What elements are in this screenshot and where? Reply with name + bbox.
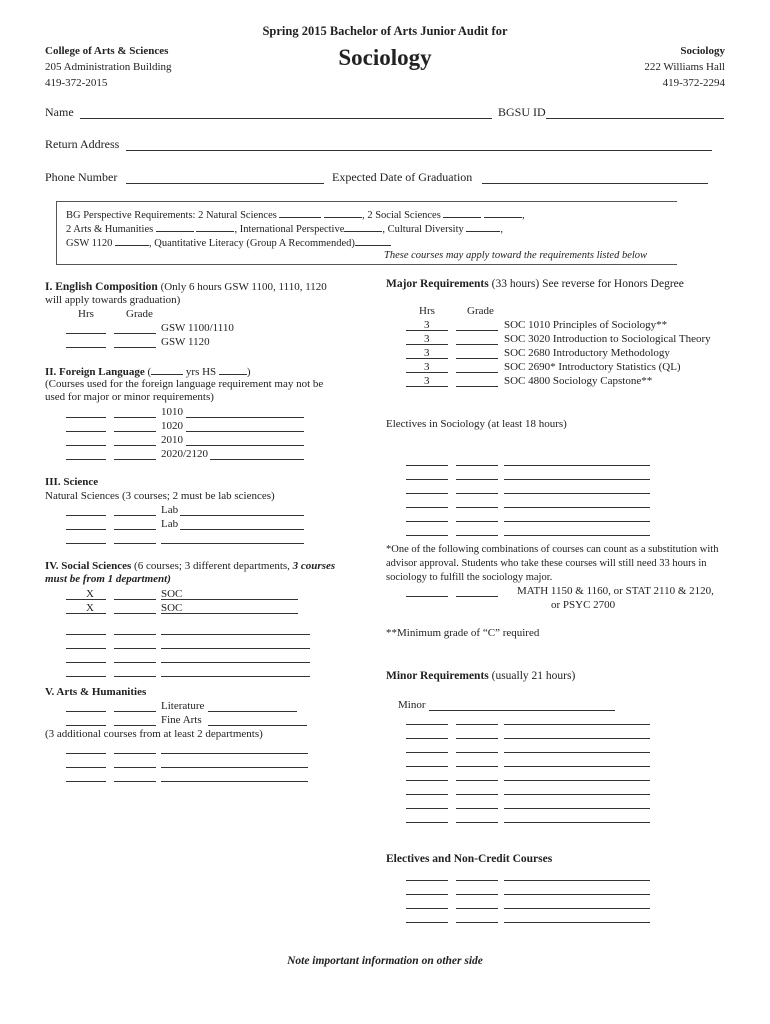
grad-date-label: Expected Date of Graduation [332, 170, 473, 184]
course-field[interactable] [504, 521, 650, 522]
course-label: GSW 1120 [161, 336, 210, 348]
course-label: SOC 2690* Introductory Statistics (QL) [504, 361, 681, 373]
minor-row [0, 713, 770, 726]
social-note: (6 courses; 3 different departments, [134, 560, 290, 572]
hrs-value: 3 [424, 319, 430, 331]
hrs-field[interactable] [406, 766, 448, 767]
hrs-field[interactable] [66, 676, 106, 677]
major-row [0, 347, 770, 360]
elective-row [0, 482, 770, 495]
minor-row [0, 741, 770, 754]
major-hrs-header: Hrs [419, 305, 435, 317]
course-field[interactable] [504, 794, 650, 795]
college-address: 205 Administration Building [45, 61, 172, 73]
grade-field[interactable] [456, 330, 498, 331]
course-label: GSW 1100/1110 [161, 322, 234, 334]
humanities-heading: V. Arts & Humanities [45, 686, 147, 698]
major-row [0, 361, 770, 374]
bg-gsw-blank[interactable] [115, 235, 149, 246]
bg-cultural-diversity: , Cultural Diversity [382, 224, 464, 235]
substitution-note-3: sociology to fulfill the sociology major. [386, 572, 553, 583]
minimum-grade-note: **Minimum grade of “C” required [386, 627, 540, 639]
minor-row [0, 797, 770, 810]
course-label: SOC 2680 Introductory Methodology [504, 347, 670, 359]
course-field[interactable] [504, 493, 650, 494]
grade-field[interactable] [114, 445, 156, 446]
grade-field[interactable] [456, 386, 498, 387]
course-label: 1010 [161, 406, 183, 418]
bg-ss-blank-1[interactable] [443, 207, 481, 218]
course-field[interactable] [161, 662, 310, 663]
grade-field[interactable] [456, 894, 498, 895]
noncredit-row [0, 897, 770, 910]
bg-natural-sciences: BG Perspective Requirements: 2 Natural Sciences [66, 210, 277, 221]
grade-field[interactable] [456, 596, 498, 597]
grade-field[interactable] [114, 676, 156, 677]
noncredit-row [0, 883, 770, 896]
dept-phone: 419-372-2294 [662, 77, 725, 89]
elective-row [0, 510, 770, 523]
grade-field[interactable] [456, 521, 498, 522]
dept-name: Sociology [680, 45, 725, 57]
grade-field[interactable] [114, 543, 156, 544]
bg-arts-humanities: 2 Arts & Humanities [66, 224, 154, 235]
hrs-field[interactable] [66, 711, 106, 712]
course-field[interactable] [504, 535, 650, 536]
college-phone: 419-372-2015 [45, 77, 108, 89]
hrs-value: 3 [424, 375, 430, 387]
noncredit-row [0, 869, 770, 882]
name-label: Name [45, 105, 74, 119]
substitution-row [0, 585, 770, 598]
hrs-field[interactable] [406, 908, 448, 909]
course-label: 1020 [161, 420, 183, 432]
bg-note: These courses may apply toward the requirements listed below [384, 250, 648, 261]
return-address-field[interactable] [126, 150, 712, 151]
grade-field[interactable] [456, 766, 498, 767]
hrs-field[interactable] [406, 596, 448, 597]
course-field[interactable] [161, 599, 298, 600]
bg-international: , International Perspective [234, 224, 345, 235]
grade-field[interactable] [456, 922, 498, 923]
english-grade-header: Grade [126, 308, 153, 320]
course-label: SOC 4800 Sociology Capstone** [504, 375, 653, 387]
grade-field[interactable] [114, 634, 156, 635]
major-heading-line [386, 278, 684, 291]
hrs-field[interactable] [406, 922, 448, 923]
x-mark: X [86, 588, 94, 600]
minor-row [0, 755, 770, 768]
hrs-field[interactable] [66, 662, 106, 663]
grade-field[interactable] [456, 780, 498, 781]
grade-field[interactable] [114, 711, 156, 712]
course-field[interactable] [504, 479, 650, 480]
course-field[interactable] [504, 908, 650, 909]
course-label: 2010 [161, 434, 183, 446]
literature-label: Literature [161, 700, 205, 712]
x-mark: X [86, 602, 94, 614]
social-row [0, 623, 400, 636]
course-field[interactable] [161, 613, 298, 614]
minor-row [0, 727, 770, 740]
course-field[interactable] [186, 417, 304, 418]
bg-social-sciences: , 2 Social Sciences [362, 210, 441, 221]
minor-heading: Minor Requirements [386, 670, 489, 682]
bg-ip-blank[interactable] [344, 221, 382, 232]
lab-label: Lab [161, 518, 179, 530]
college-name: College of Arts & Sciences [45, 45, 169, 57]
hrs-field[interactable] [406, 808, 448, 809]
lab-label: Lab [161, 504, 179, 516]
course-field[interactable] [186, 431, 304, 432]
course-field[interactable] [504, 724, 650, 725]
grade-field[interactable] [456, 822, 498, 823]
social-row [0, 651, 400, 664]
grade-field[interactable] [456, 344, 498, 345]
fine-arts-label: Fine Arts [161, 714, 202, 726]
course-field[interactable] [208, 711, 297, 712]
hrs-field[interactable] [406, 535, 448, 536]
course-field[interactable] [504, 822, 650, 823]
science-note: Natural Sciences (3 courses; 2 must be lab sciences) [45, 490, 275, 502]
grade-field[interactable] [456, 493, 498, 494]
hrs-field[interactable] [406, 738, 448, 739]
language-note-2: used for major or minor requirements) [45, 391, 214, 403]
hrs-value: 3 [424, 361, 430, 373]
name-field[interactable] [80, 118, 492, 119]
hrs-field[interactable] [406, 780, 448, 781]
grade-field[interactable] [456, 794, 498, 795]
grade-field[interactable] [456, 465, 498, 466]
minor-label: Minor [398, 699, 426, 711]
hrs-field[interactable] [406, 752, 448, 753]
hrs-field[interactable] [66, 445, 106, 446]
major-row [0, 319, 770, 332]
bg-ns-blank-1[interactable] [279, 207, 321, 218]
hrs-field[interactable] [406, 724, 448, 725]
social-emphasis: 3 courses [292, 560, 336, 572]
paren: ) [246, 366, 251, 378]
bg-line-3 [66, 235, 391, 250]
hrs-field[interactable] [66, 648, 106, 649]
social-row [0, 637, 400, 650]
bg-quant-literacy: , Quantitative Literacy (Group A Recommended) [149, 238, 355, 249]
grade-field[interactable] [114, 417, 156, 418]
hrs-field[interactable] [66, 634, 106, 635]
bg-line-1: BG Perspective Requirements: 2 Natural Sciences , 2 Social Sciences , [66, 207, 525, 222]
bg-ah-blank-2[interactable] [196, 221, 234, 232]
hrs-field[interactable] [406, 794, 448, 795]
social-row [0, 602, 400, 615]
soc-label: SOC [161, 602, 183, 614]
course-field[interactable] [504, 766, 650, 767]
hrs-field[interactable] [66, 543, 106, 544]
major-row [0, 333, 770, 346]
substitution-option-2: or PSYC 2700 [551, 599, 616, 611]
course-field[interactable] [504, 738, 650, 739]
course-field[interactable] [161, 634, 310, 635]
course-field[interactable] [504, 507, 650, 508]
major-row [0, 375, 770, 388]
language-note-1: (Courses used for the foreign language requirement may not be [45, 378, 324, 390]
bg-gsw-1120: GSW 1120 [66, 238, 113, 249]
major-title: Sociology [338, 45, 432, 70]
course-label: SOC 1010 Principles of Sociology** [504, 319, 668, 331]
english-heading: I. English Composition [45, 281, 158, 293]
grade-field[interactable] [456, 372, 498, 373]
grade-field[interactable] [114, 648, 156, 649]
grade-field[interactable] [456, 880, 498, 881]
bg-ah-blank-1[interactable] [156, 221, 194, 232]
english-note-2: will apply towards graduation) [45, 294, 181, 306]
science-heading: III. Science [45, 476, 99, 488]
hrs-field[interactable] [406, 507, 448, 508]
substitution-note-1: *One of the following combinations of courses can count as a substitution with [386, 544, 719, 555]
course-field[interactable] [504, 465, 650, 466]
hs-years-label: yrs HS [185, 366, 217, 378]
course-field[interactable] [504, 894, 650, 895]
bg-cd-blank[interactable] [466, 221, 500, 232]
language-row [0, 434, 400, 447]
humanities-row [0, 700, 400, 713]
grade-field[interactable] [456, 808, 498, 809]
grade-field[interactable] [114, 613, 156, 614]
grade-field[interactable] [456, 752, 498, 753]
elective-row [0, 454, 770, 467]
social-heading-line [45, 560, 335, 573]
social-row [0, 665, 400, 678]
minor-row [0, 811, 770, 824]
elective-row [0, 496, 770, 509]
hrs-value: 3 [424, 333, 430, 345]
hrs-field[interactable] [406, 822, 448, 823]
grade-field[interactable] [456, 507, 498, 508]
course-field[interactable] [504, 808, 650, 809]
grade-field[interactable] [456, 908, 498, 909]
minor-heading-line [386, 670, 575, 683]
english-note: (Only 6 hours GSW 1100, 1110, 1120 [160, 281, 327, 293]
footer-note: Note important information on other side [287, 955, 483, 967]
humanities-note: (3 additional courses from at least 2 departments) [45, 728, 263, 740]
paren: ( [147, 366, 152, 378]
substitution-note-2: advisor approval. Students who take these courses will still need 33 hours in [386, 558, 707, 569]
phone-field[interactable] [126, 183, 324, 184]
grade-field[interactable] [114, 431, 156, 432]
bg-line-2: 2 Arts & Humanities , International Perspective , Cultural Diversity , [66, 221, 503, 236]
grade-field[interactable] [114, 662, 156, 663]
course-field[interactable] [161, 676, 310, 677]
course-field[interactable] [504, 880, 650, 881]
minor-row [0, 769, 770, 782]
grade-field[interactable] [456, 535, 498, 536]
course-label: 2020/2120 [161, 448, 209, 460]
bgsu-id-label: BGSU ID [498, 105, 546, 119]
course-field[interactable] [504, 780, 650, 781]
bg-ns-blank-2[interactable] [324, 207, 362, 218]
sociology-electives-label: Electives in Sociology (at least 18 hours) [386, 418, 567, 430]
major-heading: Major Requirements [386, 278, 489, 290]
hrs-field[interactable] [406, 894, 448, 895]
social-heading: IV. Social Sciences [45, 560, 132, 572]
dept-address: 222 Williams Hall [644, 61, 725, 73]
hrs-field[interactable] [66, 417, 106, 418]
grade-field[interactable] [456, 358, 498, 359]
language-heading: II. Foreign Language [45, 366, 145, 378]
course-field[interactable] [504, 752, 650, 753]
hrs-field[interactable] [406, 493, 448, 494]
hrs-value: 3 [424, 347, 430, 359]
substitution-option-1: MATH 1150 & 1160, or STAT 2110 & 2120, [517, 585, 714, 597]
hrs-field[interactable] [406, 521, 448, 522]
course-field[interactable] [161, 543, 304, 544]
bg-ql-blank[interactable] [355, 235, 391, 246]
course-field[interactable] [186, 445, 304, 446]
hrs-field[interactable] [406, 465, 448, 466]
grade-field[interactable] [456, 724, 498, 725]
soc-label: SOC [161, 588, 183, 600]
major-note: (33 hours) See reverse for Honors Degree [491, 278, 684, 290]
course-label: SOC 3020 Introduction to Sociological Theory [504, 333, 711, 345]
course-field[interactable] [161, 648, 310, 649]
elective-row [0, 524, 770, 537]
grade-field[interactable] [456, 738, 498, 739]
major-grade-header: Grade [467, 305, 494, 317]
noncredit-row [0, 911, 770, 924]
phone-label: Phone Number [45, 170, 118, 184]
bg-ss-blank-2[interactable] [484, 207, 522, 218]
minor-name-field[interactable] [429, 710, 615, 711]
hrs-field[interactable] [406, 880, 448, 881]
english-heading-line [45, 281, 327, 294]
grad-date-field[interactable] [482, 183, 708, 184]
elective-row [0, 468, 770, 481]
audit-title: Spring 2015 Bachelor of Arts Junior Audit for [262, 24, 508, 38]
minor-row [0, 783, 770, 796]
grade-field[interactable] [456, 479, 498, 480]
language-row [0, 420, 400, 433]
hrs-field[interactable] [66, 431, 106, 432]
english-hrs-header: Hrs [78, 308, 94, 320]
social-emphasis-2: must be from 1 department) [45, 573, 171, 585]
return-address-label: Return Address [45, 137, 120, 151]
electives-noncredit-heading: Electives and Non-Credit Courses [386, 853, 553, 865]
hrs-field[interactable] [406, 479, 448, 480]
bgsu-id-field[interactable] [546, 118, 724, 119]
language-row [0, 406, 400, 419]
grade-field[interactable] [114, 599, 156, 600]
minor-note: (usually 21 hours) [491, 670, 576, 682]
course-field[interactable] [504, 922, 650, 923]
